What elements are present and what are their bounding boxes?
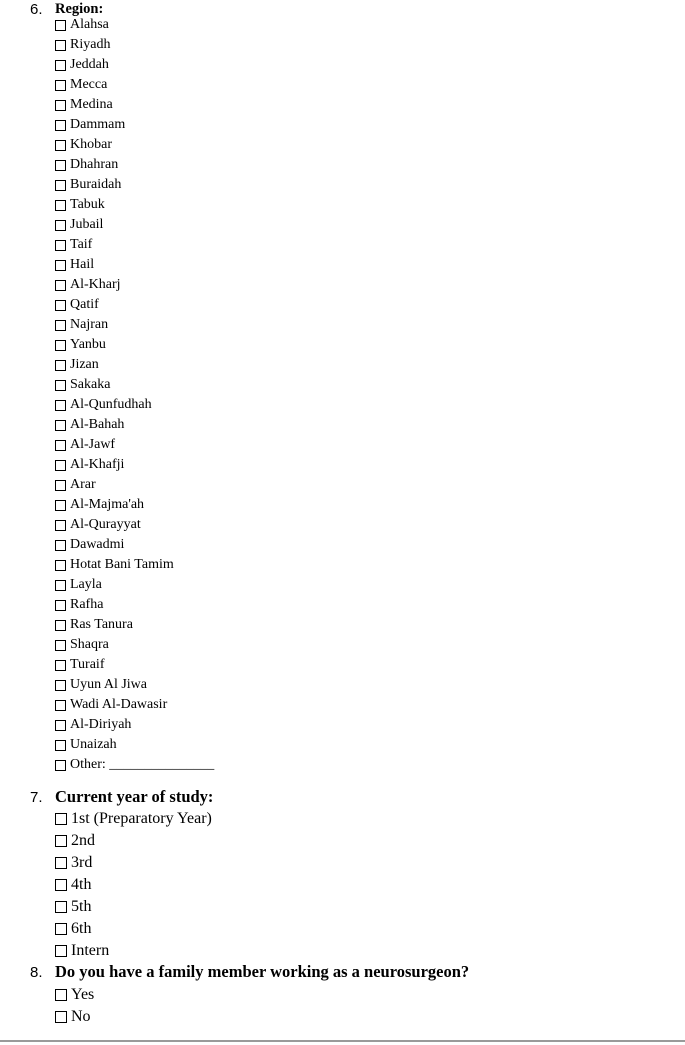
option-jubail[interactable] [55, 215, 103, 235]
option-label: Sakaka [70, 377, 111, 392]
option-label: Buraidah [70, 177, 122, 192]
option-label: Khobar [70, 137, 112, 152]
option-2nd[interactable] [55, 830, 95, 852]
option-label: Riyadh [70, 37, 111, 52]
checkbox[interactable] [55, 600, 66, 611]
option-label: Jeddah [70, 57, 109, 72]
option-label: Al-Majma'ah [70, 497, 145, 512]
option-label: Al-Bahah [70, 417, 125, 432]
option-label: 6th [71, 920, 92, 937]
option-label: Hotat Bani Tamim [70, 557, 174, 572]
option-dhahran[interactable] [55, 155, 118, 175]
option-buraidah[interactable] [55, 175, 121, 195]
checkbox[interactable] [55, 400, 66, 411]
option-label: Al-Jawf [70, 437, 116, 452]
question-number: 7. [30, 788, 43, 806]
option-label: 4th [71, 876, 92, 893]
option-hotat-bani-tamim[interactable] [55, 555, 174, 575]
checkbox[interactable] [55, 420, 66, 431]
option-tabuk[interactable] [55, 195, 105, 215]
option-label: 2nd [71, 832, 95, 849]
checkbox[interactable] [55, 500, 66, 511]
option-wadi-al-dawasir[interactable] [55, 695, 167, 715]
option-label: Qatif [70, 297, 99, 312]
option-label: Ras Tanura [70, 617, 133, 632]
option-label: Layla [70, 577, 102, 592]
checkbox[interactable] [55, 160, 66, 171]
checkbox[interactable] [55, 1011, 67, 1023]
checkbox[interactable] [55, 720, 66, 731]
checkbox[interactable] [55, 200, 66, 211]
question-number: 6. [30, 0, 43, 18]
checkbox[interactable] [55, 520, 66, 531]
checkbox[interactable] [55, 220, 66, 231]
checkbox[interactable] [55, 360, 66, 371]
question-title: Do you have a family member working as a neurosurgeon? [55, 962, 470, 981]
option-arar[interactable] [55, 475, 96, 495]
option-label: Najran [70, 317, 109, 332]
checkbox[interactable] [55, 440, 66, 451]
question-title: Current year of study: [55, 787, 214, 806]
option-yes[interactable] [55, 984, 94, 1006]
option-label: Dawadmi [70, 537, 125, 552]
option-label: Wadi Al-Dawasir [70, 697, 168, 712]
checkbox[interactable] [55, 945, 67, 957]
option-mecca[interactable] [55, 75, 107, 95]
option-label: Al-Qurayyat [70, 517, 141, 532]
option-label: Jubail [70, 217, 104, 232]
option-al-qunfudhah[interactable] [55, 395, 152, 415]
option-label: 1st (Preparatory Year) [71, 810, 212, 827]
option-al-jawf[interactable] [55, 435, 115, 455]
option-al-kharj[interactable] [55, 275, 121, 295]
option-uyun-al-jiwa[interactable] [55, 675, 147, 695]
option-unaizah[interactable] [55, 735, 117, 755]
checkbox[interactable] [55, 60, 66, 71]
option-label: Medina [70, 97, 113, 112]
checkbox[interactable] [55, 380, 66, 391]
checkbox[interactable] [55, 340, 66, 351]
option-label: No [71, 1008, 91, 1025]
option-label: 3rd [71, 854, 93, 871]
option-label: Al-Diriyah [70, 717, 132, 732]
option-label: Al-Qunfudhah [70, 397, 152, 412]
checkbox[interactable] [55, 140, 66, 151]
option-4th[interactable] [55, 874, 91, 896]
checkbox[interactable] [55, 923, 67, 935]
checkbox[interactable] [55, 700, 66, 711]
option-yanbu[interactable] [55, 335, 106, 355]
option-no[interactable] [55, 1006, 91, 1028]
option-label: Al-Kharj [70, 277, 121, 292]
option-label: Unaizah [70, 737, 117, 752]
page-bottom-divider [0, 1040, 685, 1042]
checkbox[interactable] [55, 560, 66, 571]
checkbox[interactable] [55, 760, 66, 771]
question-number: 8. [30, 963, 43, 981]
checkbox[interactable] [55, 260, 66, 271]
checkbox[interactable] [55, 40, 66, 51]
option-label: Uyun Al Jiwa [70, 677, 147, 692]
option-jizan[interactable] [55, 355, 99, 375]
option-taif[interactable] [55, 235, 92, 255]
checkbox[interactable] [55, 835, 67, 847]
checkbox[interactable] [55, 857, 67, 869]
option-label: Alahsa [70, 17, 109, 32]
option-al-diriyah[interactable] [55, 715, 131, 735]
checkbox[interactable] [55, 901, 67, 913]
option-alahsa[interactable] [55, 15, 109, 35]
option-qatif[interactable] [55, 295, 99, 315]
option-6th[interactable] [55, 918, 91, 940]
option-label: Tabuk [70, 197, 105, 212]
option-label: Hail [70, 257, 95, 272]
checkbox[interactable] [55, 660, 66, 671]
option-label: Turaif [70, 657, 105, 672]
checkbox[interactable] [55, 320, 66, 331]
option-label: Taif [70, 237, 93, 252]
option-najran[interactable] [55, 315, 108, 335]
option-label: Shaqra [70, 637, 109, 652]
checkbox[interactable] [55, 480, 66, 491]
checkbox[interactable] [55, 813, 67, 825]
checkbox[interactable] [55, 80, 66, 91]
checkbox[interactable] [55, 740, 66, 751]
question-title: Region: [55, 0, 104, 17]
checkbox[interactable] [55, 460, 66, 471]
checkbox[interactable] [55, 640, 66, 651]
checkbox[interactable] [55, 20, 66, 31]
option-label: Other: _______________ [70, 757, 215, 772]
checkbox[interactable] [55, 100, 66, 111]
option-label: Dhahran [70, 157, 119, 172]
option-riyadh[interactable] [55, 35, 110, 55]
option-medina[interactable] [55, 95, 113, 115]
option-5th[interactable] [55, 896, 91, 918]
option-dawadmi[interactable] [55, 535, 124, 555]
option-al-qurayyat[interactable] [55, 515, 141, 535]
option-rafha[interactable] [55, 595, 103, 615]
checkbox[interactable] [55, 280, 66, 291]
option-label: Yes [71, 986, 95, 1003]
checkbox[interactable] [55, 879, 67, 891]
checkbox[interactable] [55, 240, 66, 251]
option-other[interactable] [55, 755, 214, 775]
option-label: Intern [71, 942, 110, 959]
checkbox[interactable] [55, 580, 66, 591]
option-label: Mecca [70, 77, 108, 92]
option-label: Dammam [70, 117, 126, 132]
option-khobar[interactable] [55, 135, 112, 155]
checkbox[interactable] [55, 120, 66, 131]
checkbox[interactable] [55, 989, 67, 1001]
option-jeddah[interactable] [55, 55, 109, 75]
option-label: Rafha [70, 597, 104, 612]
option-al-khafji[interactable] [55, 455, 124, 475]
checkbox[interactable] [55, 680, 66, 691]
checkbox[interactable] [55, 620, 66, 631]
option-sakaka[interactable] [55, 375, 110, 395]
option-3rd[interactable] [55, 852, 92, 874]
checkbox[interactable] [55, 300, 66, 311]
option-intern[interactable] [55, 940, 109, 962]
option-label: Arar [70, 477, 96, 492]
option-label: Yanbu [70, 337, 106, 352]
option-1st[interactable] [55, 808, 212, 830]
option-shaqra[interactable] [55, 635, 109, 655]
option-turaif[interactable] [55, 655, 105, 675]
checkbox[interactable] [55, 540, 66, 551]
option-label: 5th [71, 898, 92, 915]
option-layla[interactable] [55, 575, 102, 595]
option-ras-tanura[interactable] [55, 615, 133, 635]
option-dammam[interactable] [55, 115, 125, 135]
option-al-bahah[interactable] [55, 415, 124, 435]
checkbox[interactable] [55, 180, 66, 191]
option-hail[interactable] [55, 255, 94, 275]
option-label: Jizan [70, 357, 99, 372]
option-al-majmaah[interactable] [55, 495, 144, 515]
option-label: Al-Khafji [70, 457, 125, 472]
